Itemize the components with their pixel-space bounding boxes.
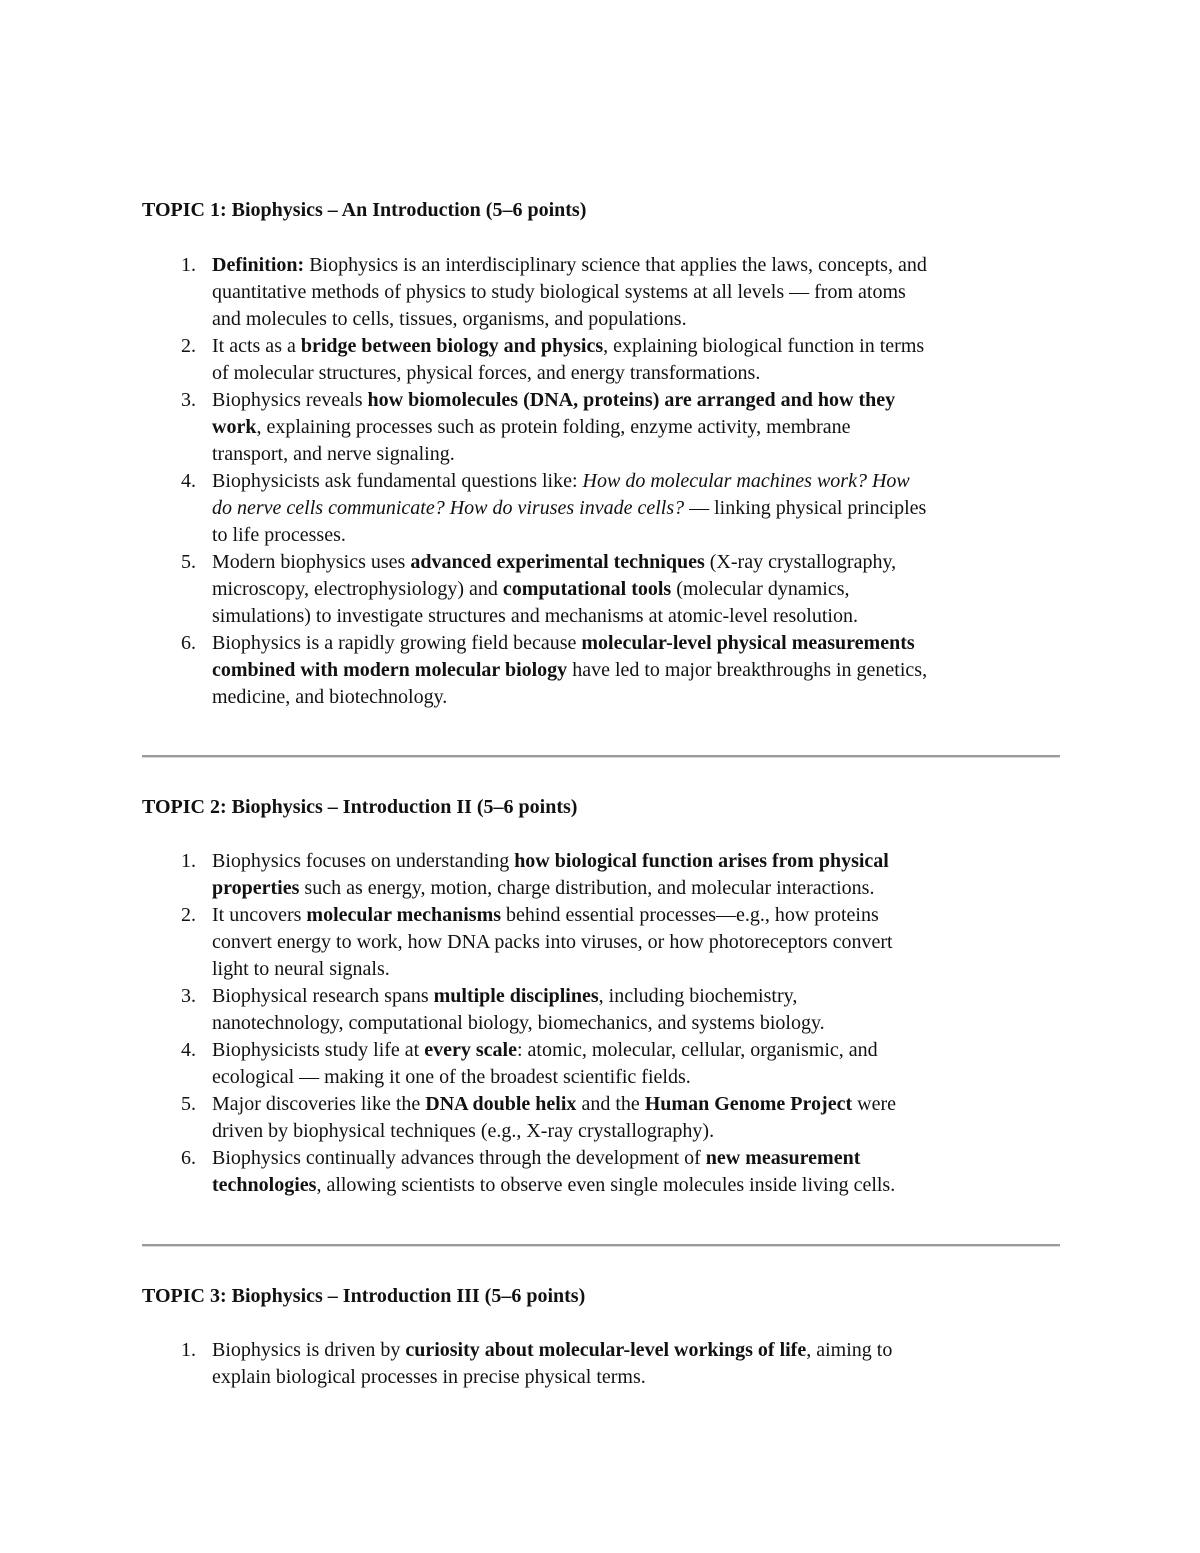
text-run: Major discoveries like the xyxy=(212,1093,426,1115)
text-run: and molecules to cells, tissues, organisms, and populations. xyxy=(212,308,687,330)
text-line xyxy=(212,1064,1062,1091)
text-run: Biophysics is driven by xyxy=(212,1339,406,1361)
text-line xyxy=(212,414,1062,441)
text-run: , including biochemistry, xyxy=(598,985,798,1007)
text-run: , allowing scientists to observe even single molecules inside living cells. xyxy=(316,1174,896,1196)
text-run: : atomic, molecular, cellular, organismic, and xyxy=(516,1039,878,1061)
list-item-number: 3. xyxy=(181,985,196,1007)
list-item-number: 1. xyxy=(181,1339,196,1361)
text-run: , aiming to xyxy=(806,1339,893,1361)
text-line xyxy=(212,1091,1062,1118)
text-run: convert energy to work, how DNA packs into viruses, or how photoreceptors convert xyxy=(212,931,893,953)
list-item-number: 4. xyxy=(181,470,196,492)
text-run: (molecular dynamics, xyxy=(671,578,850,600)
section-divider xyxy=(142,755,1060,758)
text-run: Modern biophysics uses xyxy=(212,551,411,573)
text-line xyxy=(212,441,1062,468)
text-run: Biophysics is an interdisciplinary science that applies the laws, concepts, and xyxy=(304,254,927,276)
text-run: have led to major breakthroughs in genetics, xyxy=(567,659,928,681)
list-item-text xyxy=(212,848,1062,902)
text-run: and the xyxy=(576,1093,645,1115)
text-run: Biophysical research spans xyxy=(212,985,434,1007)
text-run: light to neural signals. xyxy=(212,958,390,980)
text-line xyxy=(212,875,1062,902)
text-line xyxy=(212,929,1062,956)
list-item-text xyxy=(212,1037,1062,1091)
bold-text: combined with modern molecular biology xyxy=(212,659,568,681)
bold-text: molecular-level physical measurements xyxy=(581,632,915,654)
text-line xyxy=(212,1364,1062,1391)
text-line xyxy=(212,387,1062,414)
text-line xyxy=(212,657,1062,684)
list-item-text xyxy=(212,468,1062,549)
bold-text: properties xyxy=(212,877,300,899)
bold-text: Definition: xyxy=(212,254,305,276)
text-run: , explaining biological function in terms xyxy=(603,335,925,357)
text-run: — linking physical principles xyxy=(684,497,927,519)
text-run: driven by biophysical techniques (e.g., X-ray crystallography). xyxy=(212,1120,715,1142)
text-line xyxy=(212,684,1062,711)
list-item-text xyxy=(212,387,1062,468)
text-run: ecological — making it one of the broadest scientific fields. xyxy=(212,1066,691,1088)
list-item-text xyxy=(212,1337,1062,1391)
bold-text: advanced experimental techniques xyxy=(410,551,705,573)
list-item-text xyxy=(212,1145,1062,1199)
topic-3-title: TOPIC 3: Biophysics – Introduction III (5–6 points) xyxy=(142,1285,586,1307)
text-run: such as energy, motion, charge distribution, and molecular interactions. xyxy=(299,877,875,899)
list-item-text xyxy=(212,983,1062,1037)
text-run: behind essential processes—e.g., how proteins xyxy=(501,904,879,926)
bold-text: how biological function arises from physical xyxy=(514,850,889,872)
text-run: simulations) to investigate structures and mechanisms at atomic-level resolution. xyxy=(212,605,858,627)
text-line xyxy=(212,495,1062,522)
text-line xyxy=(212,468,1062,495)
topic-2-title: TOPIC 2: Biophysics – Introduction II (5–6 points) xyxy=(142,796,578,818)
text-line xyxy=(212,306,1062,333)
list-item-text xyxy=(212,1091,1062,1145)
text-line xyxy=(212,360,1062,387)
bold-text: DNA double helix xyxy=(425,1093,577,1115)
list-item-number: 3. xyxy=(181,389,196,411)
list-item-number: 1. xyxy=(181,850,196,872)
bold-text: curiosity about molecular-level workings of life xyxy=(405,1339,807,1361)
text-run: microscopy, electrophysiology) and xyxy=(212,578,503,600)
text-line xyxy=(212,1145,1062,1172)
text-line xyxy=(212,603,1062,630)
text-line xyxy=(212,630,1062,657)
list-item-number: 6. xyxy=(181,1147,196,1169)
list-item-number: 4. xyxy=(181,1039,196,1061)
bold-text: new measurement xyxy=(705,1147,861,1169)
bold-text: work xyxy=(212,416,257,438)
text-line xyxy=(212,252,1062,279)
text-run: to life processes. xyxy=(212,524,346,546)
topic-1-title: TOPIC 1: Biophysics – An Introduction (5–6 points) xyxy=(142,199,587,221)
section-divider xyxy=(142,1244,1060,1247)
text-run: Biophysicists study life at xyxy=(212,1039,425,1061)
text-run: Biophysicists ask fundamental questions like: xyxy=(212,470,583,492)
text-run: were xyxy=(852,1093,896,1115)
text-line xyxy=(212,1037,1062,1064)
text-run: of molecular structures, physical forces, and energy transformations. xyxy=(212,362,761,384)
bold-text: multiple disciplines xyxy=(433,985,599,1007)
text-run: Biophysics is a rapidly growing field because xyxy=(212,632,582,654)
text-line xyxy=(212,983,1062,1010)
text-line xyxy=(212,902,1062,929)
list-item-text xyxy=(212,333,1062,387)
text-line xyxy=(212,956,1062,983)
text-line xyxy=(212,848,1062,875)
text-line xyxy=(212,549,1062,576)
list-item-text xyxy=(212,252,1062,333)
list-item-number: 2. xyxy=(181,904,196,926)
bold-text: bridge between biology and physics xyxy=(300,335,604,357)
text-run: medicine, and biotechnology. xyxy=(212,686,448,708)
list-item-number: 1. xyxy=(181,254,196,276)
list-item-number: 5. xyxy=(181,1093,196,1115)
text-line xyxy=(212,1337,1062,1364)
bold-text: every scale xyxy=(424,1039,517,1061)
list-item-number: 2. xyxy=(181,335,196,357)
text-line xyxy=(212,279,1062,306)
text-line xyxy=(212,1172,1062,1199)
text-run: Biophysics focuses on understanding xyxy=(212,850,515,872)
text-run: It uncovers xyxy=(212,904,307,926)
italic-text: do nerve cells communicate? How do viruses invade cells? xyxy=(212,497,685,519)
text-run: It acts as a xyxy=(212,335,301,357)
bold-text: computational tools xyxy=(502,578,672,600)
list-item-number: 6. xyxy=(181,632,196,654)
text-line xyxy=(212,333,1062,360)
text-line xyxy=(212,1010,1062,1037)
text-run: transport, and nerve signaling. xyxy=(212,443,455,465)
text-line xyxy=(212,1118,1062,1145)
bold-text: technologies xyxy=(212,1174,317,1196)
list-item-text xyxy=(212,549,1062,630)
bold-text: how biomolecules (DNA, proteins) are arranged and how they xyxy=(367,389,896,411)
text-run: (X-ray crystallography, xyxy=(704,551,897,573)
bold-text: molecular mechanisms xyxy=(306,904,502,926)
text-run: quantitative methods of physics to study biological systems at all levels — from atoms xyxy=(212,281,906,303)
text-run: Biophysics continually advances through the development of xyxy=(212,1147,706,1169)
text-run: nanotechnology, computational biology, biomechanics, and systems biology. xyxy=(212,1012,825,1034)
text-run: , explaining processes such as protein folding, enzyme activity, membrane xyxy=(256,416,851,438)
list-item-text xyxy=(212,630,1062,711)
italic-text: How do molecular machines work? How xyxy=(582,470,910,492)
bold-text: Human Genome Project xyxy=(644,1093,853,1115)
list-item-number: 5. xyxy=(181,551,196,573)
list-item-text xyxy=(212,902,1062,983)
text-line xyxy=(212,522,1062,549)
text-line xyxy=(212,576,1062,603)
text-run: explain biological processes in precise physical terms. xyxy=(212,1366,646,1388)
text-run: Biophysics reveals xyxy=(212,389,368,411)
